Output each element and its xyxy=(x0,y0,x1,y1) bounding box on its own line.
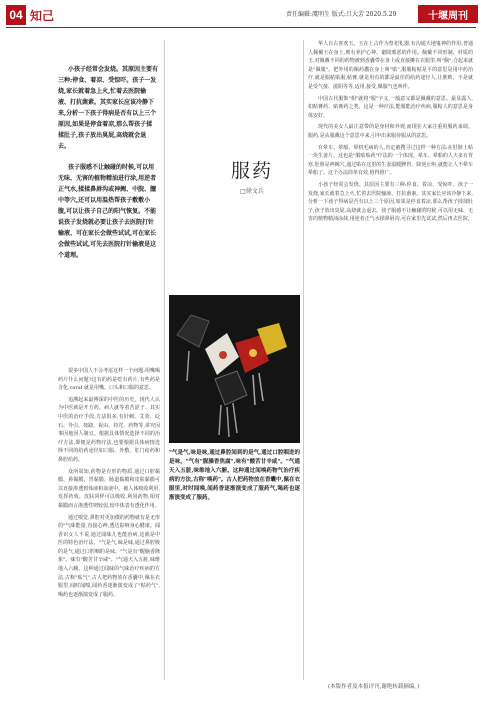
footnote: (本版作者及本报评刊,谢绝转载摘编。) xyxy=(328,684,420,690)
page-number: 04 xyxy=(6,5,26,25)
article-title: 服药 xyxy=(230,160,273,182)
column-divider xyxy=(303,40,304,680)
article-title-block xyxy=(222,156,282,195)
intro-paragraph: 小孩子经常会发烧。其原因主要有三种:停食、着凉、受惊吓。孩子一发烧,家长就着急上火,忙着去医院输液、打抗菌素。其实家长应该冷静下来,分析一下孩子得病是否有以上三个原因,如果是停食着凉,那么帮孩子揉揉肚子,孩子放出臭屁,高烧就会退去。 xyxy=(58,66,159,150)
body-paragraph: 追溯起来最搏深的中医的历史。现代人认为中医就是开方药。病人就等着苦涩子。其实中医的治疗手段,方法很多,有针刺、艾灸、砭石、导引、按跷、祝由、持咒、药物等,讲究因事因地因人制宜。根据具体情况选择不同的治疗方法,即便是药物疗法,也要根据具体病情选择不同的给药途径如口服、外敷、肛门给药和鼻腔给药。 xyxy=(58,396,160,463)
photo-caption: "气是气,味是味,通过鼻腔闻到的是气,通过口腔咽进的是味。"气有"腥臊香焦腐",味有"酸苦甘辛咸"。"气通天入五脏,味维地入六腑。这种通过闻嗅药物气治疗疾病的方法,古称"嗅药"。古人把药物放在香囊中,佩在衣服里,时时闻嗅,闻药香逐渐演变成了服药气,喝药也逐渐演变成了服药。 xyxy=(169,450,300,501)
body-paragraph: 小孩子经常会发烧。其原因主要有三种:停食、着凉、受惊吓。孩子一发烧,家长就着急上火,忙着去医院输液、打抗菌素。其实家长应该冷静下来,分析一下孩子得病是否有以上三个原因,如果是停食着凉,那么帮孩子揉揉肚子,孩子放出臭屁,高烧就会退去。孩子服感不让触碰的时候,可以用无味、无害的植物精油涂抹,用逆者正气水揉鼻唇沟,可在家里先试试,然后再去医院。 xyxy=(308,181,473,223)
page-header xyxy=(0,0,482,30)
sachet-illustration xyxy=(169,295,300,443)
body-paragraph: 众所周知,药物是有形的物质,通过口腔黏膜、鼻黏膜、胃黏膜、肠道黏膜和皮肤黏膜可以直接渗透到体液和血液中。被人体吸收利用,发挥药效。皮肤同样可以吸收,利用药物,相对黏膜而言渗透性则较弱,较中体表有透化作用。 xyxy=(58,468,160,509)
body-paragraph: 中国古代服饰"相"就将"服"字义,一般意义都是佩戴的意思。最显露人,如贴膏药、贴膏药之类。这是一种疗法,能服能治疗疾病,服帖人的意思是身体安好。 xyxy=(308,95,473,119)
header-rule xyxy=(6,27,476,28)
body-paragraph: 通过嗅觉,鼻腔对更加微的药物就有是无形的"气味能量,直接心神,透达影响身心健康。闻香识女人不说,通过闻味儿也能治病,这就是中医的特色治疗法。"气是气,味是味,通过鼻腔吸的是气,通过口腔咽的是味。"气是有"醒脑香隆象"、味有"酸苦甘辛咸"。"气通天入五脏,味维地入六腑。这种通过闻味的气味治疗疾病的方法,古称"贴气",古人把药物放在香囊中,佩在衣服里,闻时闻嗅,闻药香逐渐演变成了"贴药气",喝药也逐渐演变成了服药。 xyxy=(58,514,160,598)
intro-paragraph: 孩子服感不让触碰的时候,可以用无味、无害的植物精油进行涂,用逆者正气水,揉揉鼻唇沟或神阙、中脘、膻中等穴,还可以用温热帮孩子敷敷小腹,可以让孩子自己的阳气恢复。不能说孩子发烧就必要让孩子去医院打针输液、可在家长会做些试试,可在家长会做些试试,可先去医院打针输液是这个道理。 xyxy=(58,164,157,259)
left-column xyxy=(58,367,160,602)
body-paragraph: 有晕车、晕船、晕机毛病的人,肯定被搜寻过这样一种方法:在肚脐上贴一块生姜片。这也是"服贴贴药"疗法的一个体现。晕车、晕船的人大多有胃寒,肚脐是神阙穴,通过贴在这里的生姜温暖脾胃、降逆止呕,就能让人不晕车晕船了。这个办法简单有效,值得推广。 xyxy=(308,144,473,177)
intro-summary xyxy=(58,64,158,271)
body-paragraph: 很多中国人不会考虑这样一个问题:用嘴喝药片什么问题?这有的药是吃有药片,有些药是含化,coral 就是用嘴、口头和口服的意思。 xyxy=(58,368,160,392)
editor-credits: 责任编辑:虞明生 版式:吕大芳 2020.5.29 xyxy=(286,11,397,18)
right-column xyxy=(308,40,473,227)
body-paragraph: 华人自古喜欢玉。玉在上古作为祭祀礼器,有沟通天地鬼神的作用;普通人佩戴玉在身上,则有养护心神、避除邪恶的作用。佩戴不同形制、材质的玉,对佩戴不同的药物被到香囊带在身上或直接摊在衣服里,叫"佩",合起来就是"佩服"。把外用的佩药撒在身上叫"贴",服服帖帖是平的意思是用中药治疗,就是服帖贴服,帖膏,就是用有的都是最佳的给药途径人,让胜败、不是就是受气接、滋阴等等,适用,接受,佩服气也叫作。 xyxy=(308,41,473,90)
sachet-photo xyxy=(169,295,300,443)
section-name: 知己 xyxy=(30,9,55,23)
body-paragraph: 现代的美女人最注意带的是身材和外观,而现在大家注重用服药来调。服药,是从服戴这个意思中来,引申出来服侍服从的意思。 xyxy=(308,124,473,139)
newspaper-brand: 十堰周刊 xyxy=(418,5,478,23)
column-divider xyxy=(164,40,165,680)
article-author: □徐文兵 xyxy=(240,188,264,195)
